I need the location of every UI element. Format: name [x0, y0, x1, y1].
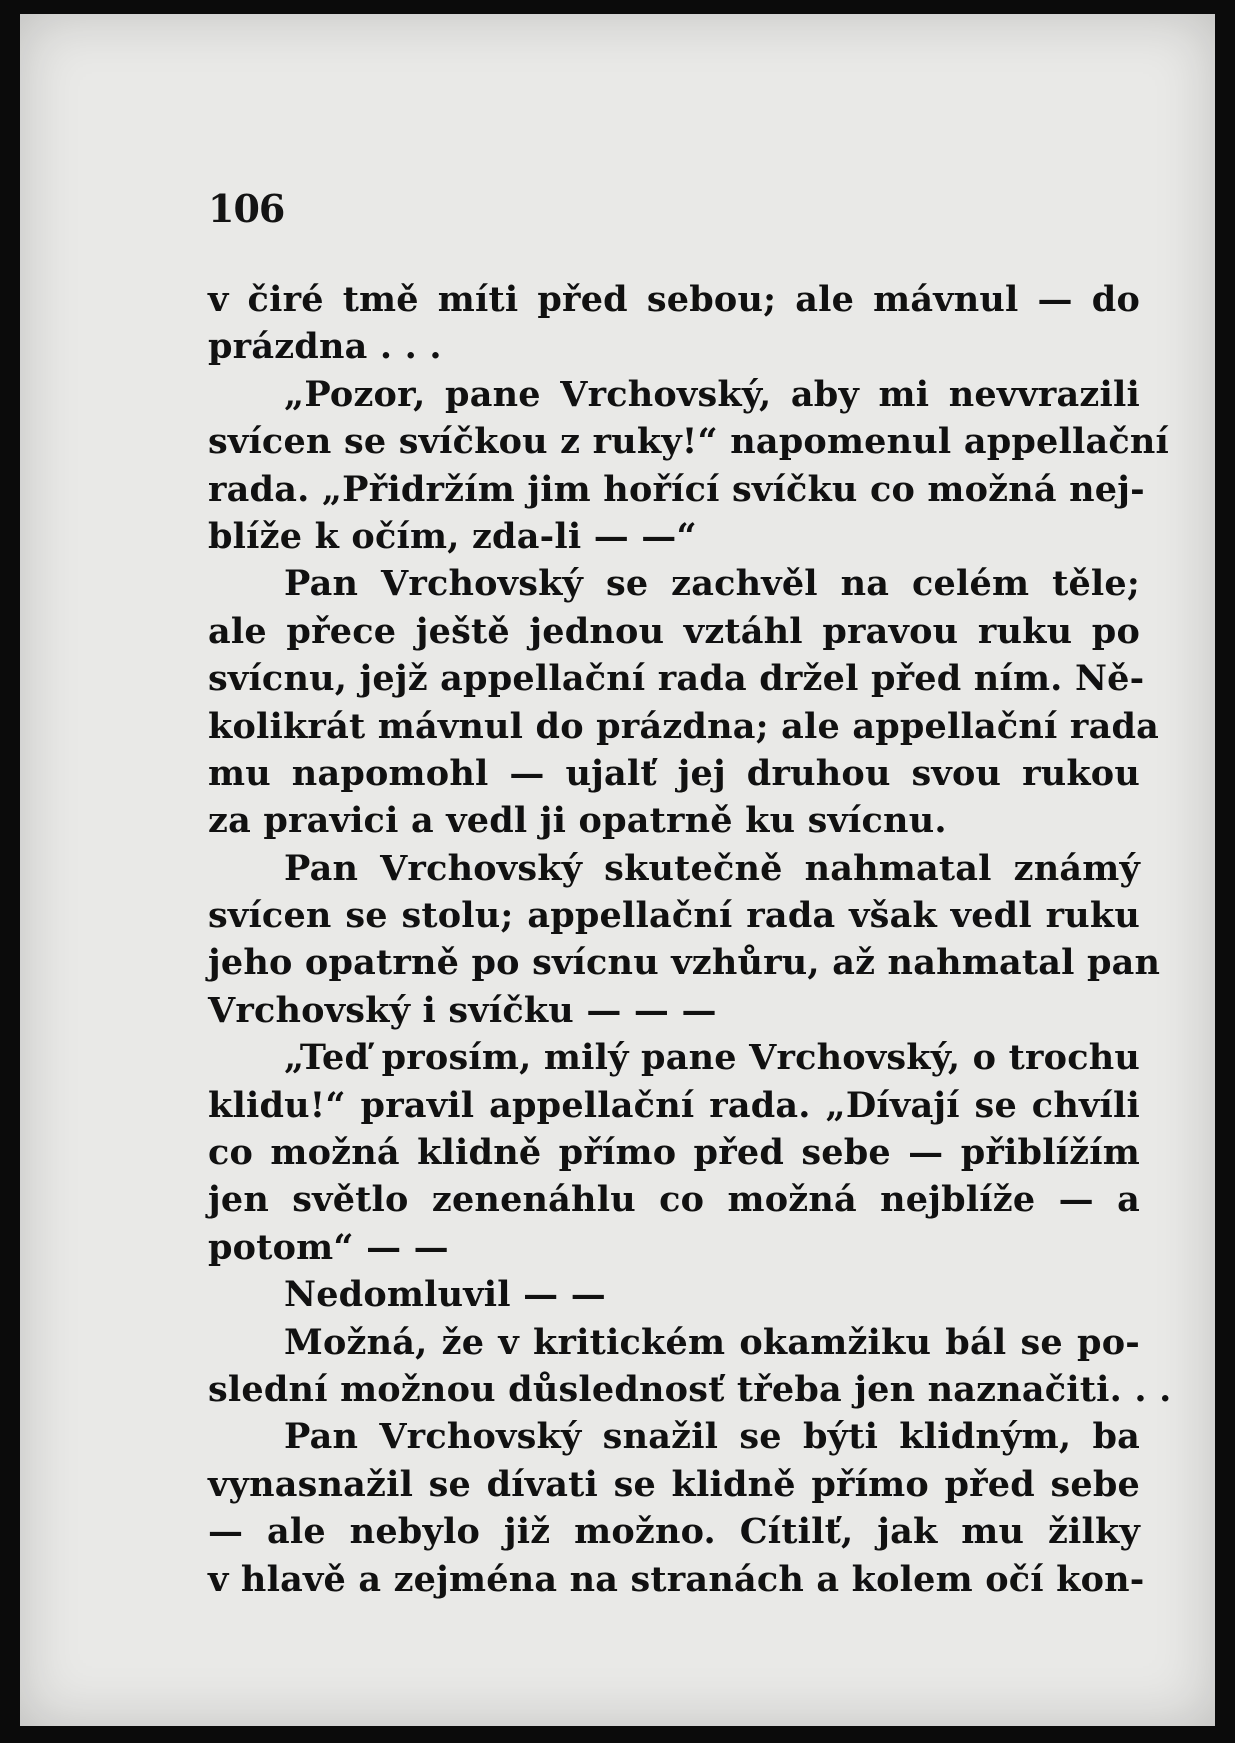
text-line: mu napomohl — ujalť jej druhou svou rukou	[208, 752, 1140, 794]
book-page	[20, 14, 1215, 1726]
text-line: Pan Vrchovský se zachvěl na celém těle;	[284, 563, 1140, 605]
text-line: Nedomluvil — —	[284, 1274, 606, 1316]
text-line: co možná klidně přímo před sebe — přiblížím	[208, 1132, 1140, 1174]
text-line: svícen se stolu; appellační rada však vedl ruku	[208, 895, 1140, 937]
text-line: slední možnou důslednosť třeba jen naznačiti. . .	[208, 1368, 1172, 1410]
text-line: jeho opatrně po svícnu vzhůru, až nahmatal pan	[208, 942, 1161, 984]
text-line: v čiré tmě míti před sebou; ale mávnul — do	[208, 279, 1140, 320]
page-number: 106	[208, 186, 285, 231]
text-line: ale přece ještě jednou vztáhl pravou ruku po	[208, 610, 1140, 652]
text-line: blíže k očím, zda-li — —“	[208, 515, 697, 557]
text-line: potom“ — —	[208, 1226, 449, 1268]
text-line: Pan Vrchovský snažil se býti klidným, ba	[284, 1416, 1140, 1458]
text-line: Možná, že v kritickém okamžiku bál se po-	[284, 1321, 1140, 1363]
text-line: jen světlo zenenáhlu co možná nejblíže — a	[208, 1179, 1140, 1221]
text-line: klidu!“ pravil appellační rada. „Dívají se chvíli	[208, 1084, 1140, 1126]
text-line: „Pozor, pane Vrchovský, aby mi nevvrazili	[284, 373, 1140, 415]
text-line: svícen se svíčkou z ruky!“ napomenul appellační	[208, 421, 1170, 463]
text-line: prázdna . . .	[208, 326, 442, 368]
text-line: Vrchovský i svíčku — — —	[208, 989, 717, 1031]
text-line: za pravici a vedl ji opatrně ku svícnu.	[208, 800, 947, 842]
text-line: „Teď prosím, milý pane Vrchovský, o trochu	[284, 1037, 1140, 1079]
text-line: Pan Vrchovský skutečně nahmatal známý	[284, 847, 1140, 889]
text-line: v hlavě a zejména na stranách a kolem očí kon-	[208, 1558, 1145, 1600]
text-line: kolikrát mávnul do prázdna; ale appellační rada	[208, 705, 1159, 747]
text-line: svícnu, jejž appellační rada držel před ním. Ně-	[208, 658, 1145, 700]
text-line: — ale nebylo již možno. Cítilť, jak mu žilky	[208, 1511, 1140, 1553]
text-line: vynasnažil se dívati se klidně přímo před sebe	[208, 1463, 1140, 1505]
text-line: rada. „Přidržím jim hořící svíčku co možná nej-	[208, 468, 1145, 510]
body-text	[208, 276, 1172, 1603]
